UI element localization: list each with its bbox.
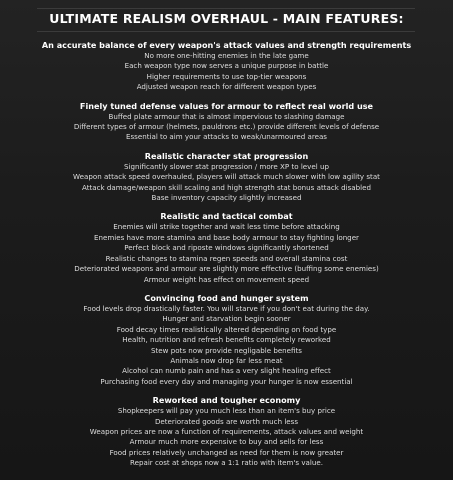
feature-section-realistic-and-tactical — [0, 211, 453, 284]
section-heading: Convincing food and hunger system — [144, 292, 309, 303]
feature-line: Repair cost at shops now a 1:1 ratio with item's value. — [130, 458, 323, 468]
feature-line: Shopkeepers will pay you much less than an item's buy price — [117, 406, 336, 416]
feature-line: Each weapon type now serves a unique purpose in battle — [124, 61, 329, 71]
feature-line: Base inventory capacity slightly increased — [151, 193, 302, 203]
feature-line: Adjusted weapon reach for different weapon types — [136, 82, 317, 92]
feature-section-reworked-and-tougher — [0, 395, 453, 468]
feature-line: No more one-hitting enemies in the late game — [144, 51, 309, 60]
feature-line: Attack damage/weapon skill scaling and high strength stat bonus attack disabled — [82, 182, 371, 192]
feature-line: Food decay times realistically altered depending on food type — [116, 324, 337, 334]
feature-line: Armour much more expensive to buy and sells for less — [129, 437, 324, 447]
feature-line: Armour weight has effect on movement speed — [143, 274, 310, 284]
feature-line: Food prices relatively unchanged as need for them is now greater — [109, 447, 344, 457]
section-heading: Realistic and tactical combat — [160, 211, 293, 222]
feature-line: Enemies have more stamina and base body armour to stay fighting longer — [94, 232, 359, 242]
feature-line: Significantly slower stat progression / more XP to level up — [124, 161, 329, 171]
feature-line: Deteriorated goods are worth much less — [154, 416, 299, 426]
feature-line: Buffed plate armour that is almost impervious to slashing damage — [108, 111, 345, 121]
feature-line: Stew pots now provide negligable benefits — [151, 345, 302, 355]
feature-line: Hunger and starvation begin sooner — [162, 314, 291, 324]
feature-line: Different types of armour (helmets, pauldrons etc.) provide different levels of defense — [73, 122, 380, 132]
section-heading: An accurate balance of every weapon's attack values and strength requirements — [41, 40, 412, 50]
feature-line: Deteriorated weapons and armour are slightly more effective (buffing some enemies) — [74, 264, 379, 274]
feature-line: Alcohol can numb pain and has a very slight healing effect — [122, 366, 331, 376]
feature-line: Food levels drop drastically faster. You will starve if you don't eat during the day. — [83, 303, 370, 313]
feature-section-an-accurate-balance — [0, 40, 453, 93]
section-heading: Finely tuned defense values for armour to reflect real world use — [79, 100, 374, 111]
feature-line: Weapon attack speed overhauled, players will attack much slower with low agility stat — [73, 172, 380, 182]
feature-line: Essential to aim your attacks to weak/unarmoured areas — [125, 132, 327, 142]
page-title: ULTIMATE REALISM OVERHAUL - MAIN FEATURES: — [49, 10, 404, 26]
feature-section-finely-tuned-defense — [0, 101, 453, 143]
feature-line: Health, nutrition and refresh benefits completely reworked — [122, 335, 331, 345]
feature-line: Animals now drop far less meat — [170, 355, 283, 365]
feature-line: Realistic changes to stamina regen speeds and overall stamina cost — [105, 253, 348, 263]
feature-line: Perfect block and riposte windows significantly shortened — [124, 243, 329, 253]
section-heading: Realistic character stat progression — [144, 150, 309, 161]
feature-section-convincing-food-and — [0, 293, 453, 387]
feature-line: Higher requirements to use top-tier weapons — [146, 71, 307, 81]
title-divider — [37, 31, 415, 32]
feature-line: Purchasing food every day and managing your hunger is now essential — [100, 376, 353, 386]
section-heading: Reworked and tougher economy — [152, 395, 301, 406]
features-list — [0, 40, 453, 477]
feature-line: Weapon prices are now a function of requirements, attack values and weight — [89, 426, 364, 436]
feature-line: Enemies will strike together and wait less time before attacking — [113, 222, 340, 232]
feature-section-realistic-character-stat — [0, 151, 453, 204]
